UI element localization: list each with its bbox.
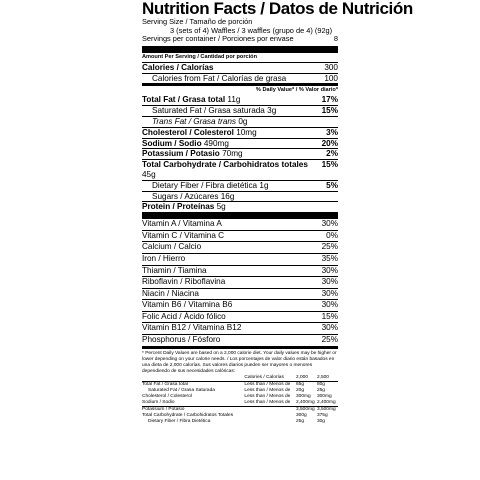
nutrient-label (142, 95, 240, 105)
nutrient-row (142, 159, 338, 180)
nutrient-label (142, 181, 269, 191)
vitamin-label: Riboflavin / Riboflavina (142, 277, 226, 287)
header-calories: Calories / Calorías (244, 375, 296, 382)
nutrient-row (142, 201, 338, 212)
daily-values-cell: 30g (316, 419, 325, 425)
panel-title: Nutrition Facts / Datos de Nutrición (142, 0, 413, 18)
header-2500: 2,500 (317, 375, 338, 382)
nutrient-row (142, 116, 338, 127)
vitamin-daily-value: 35% (321, 253, 338, 263)
vitamin-row (142, 230, 338, 242)
footnote: * Percent Daily Values are based on a 2,000 calorie diet. Your daily values may be higher or lower depending on your calorie needs. / Los porcentajes de valor diario están basados en una dieta de 2,000 calorías. Sus valores diarios pueden ser mayores o menores dependiendo de sus necesidades calóricas: (142, 350, 337, 374)
nutrient-amount: 70mg (222, 149, 243, 159)
vitamin-daily-value: 30% (321, 219, 338, 229)
vitamin-label: Thiamin / Tiamina (142, 265, 207, 275)
nutrient-daily-value: 20% (321, 138, 338, 148)
daily-values-cell: 3,500mg (317, 407, 338, 414)
vitamin-row (142, 276, 338, 288)
vitamin-daily-value: 0% (326, 230, 338, 240)
daily-values-cell: Total Carbohydrate / Carbohidratos Totales (142, 413, 234, 419)
vitamin-daily-value: 30% (321, 323, 338, 333)
daily-values-cell: Potassium / Potasio (142, 407, 244, 414)
calories-fat-label: Calories from Fat / Calorías de grasa (152, 73, 287, 83)
nutrient-label (142, 160, 322, 180)
daily-values-cell: 2,400mg (295, 400, 315, 406)
nutrient-row (142, 191, 338, 202)
amount-per-serving: Amount Per Serving / Cantidad por porción (142, 53, 257, 60)
vitamin-row (142, 288, 338, 300)
vitamin-label: Iron / Hierro (142, 253, 186, 263)
vitamin-daily-value: 30% (321, 277, 338, 287)
nutrient-row (142, 180, 338, 191)
nutrient-label (142, 139, 229, 149)
nutrient-row (142, 148, 338, 159)
vitamin-row (142, 322, 338, 334)
vitamin-daily-value: 25% (321, 242, 338, 252)
nutrient-amount: 10mg (236, 127, 257, 137)
nutrient-name: Saturated Fat / Grasa saturada (152, 106, 265, 116)
nutrient-name: Dietary Fiber / Fibra dietética (152, 180, 258, 190)
calories-row (142, 62, 338, 73)
nutrient-amount: 1g (259, 180, 269, 190)
nutrient-daily-value: 2% (326, 149, 338, 159)
divider-thick (142, 212, 338, 219)
daily-values-cell: Less than / Menos de (244, 394, 291, 400)
vitamin-row (142, 299, 338, 311)
vitamin-daily-value: 25% (321, 335, 338, 345)
vitamin-daily-value: 30% (321, 265, 338, 275)
nutrient-amount: 16g (220, 191, 235, 201)
nutrient-row (142, 127, 338, 138)
calories-label: Calories / Calorías (142, 62, 214, 72)
vitamin-daily-value: 15% (321, 311, 338, 321)
nutrient-daily-value: 15% (321, 106, 338, 116)
vitamin-row (142, 334, 338, 346)
nutrition-facts-panel (142, 0, 413, 478)
vitamin-list (142, 219, 338, 346)
nutrient-amount: 5g (216, 202, 226, 212)
vitamin-label: Phosphorus / Fósforo (142, 335, 221, 345)
daily-values-cell (244, 419, 296, 425)
nutrient-daily-value: 3% (326, 127, 338, 137)
vitamin-label: Vitamin A / Vitamina A (142, 219, 222, 229)
vitamin-row (142, 219, 338, 230)
vitamin-label: Vitamin C / Vitamina C (142, 230, 225, 240)
daily-values-cell: 375g (316, 413, 328, 419)
nutrient-amount: 490mg (203, 138, 229, 148)
nutrient-row (142, 138, 338, 149)
serving-size-label: Serving Size / Tamaño de porción (142, 17, 253, 26)
daily-values-cell: Total Fat / Grasa total (142, 382, 188, 388)
nutrient-row (142, 105, 338, 116)
daily-values-cell: 20g (295, 388, 304, 394)
nutrient-label (142, 202, 226, 212)
nutrient-label (142, 192, 234, 202)
nutrient-amount: 0g (238, 116, 248, 126)
daily-values-cell: 300g (295, 413, 307, 419)
nutrient-name: Sodium / Sodio (142, 138, 202, 148)
daily-value-header: % Daily Value* / % Valor diario* (255, 87, 338, 94)
servings-per-container-label: Servings per container / Porciones por envase (142, 34, 294, 44)
header-2000: 2,000 (296, 375, 317, 382)
daily-values-cell: 80g (316, 382, 325, 388)
nutrient-list (142, 95, 338, 212)
daily-values-body (142, 382, 338, 426)
daily-values-cell: 25g (316, 388, 325, 394)
vitamin-row (142, 253, 338, 265)
daily-values-cell: Saturated Fat / Grasa Saturada (148, 388, 215, 394)
nutrient-label (142, 128, 257, 138)
nutrient-name: Protein / Proteínas (142, 202, 215, 212)
nutrient-amount: 11g (227, 95, 241, 105)
vitamin-label: Folic Acid / Ácido fólico (142, 311, 226, 321)
daily-values-cell: 25g (295, 419, 304, 425)
daily-values-cell: Less than / Menos de (244, 400, 291, 406)
calories-fat-value: 100 (324, 73, 338, 83)
daily-values-cell: Dietary Fiber / Fibra Dietética (148, 419, 211, 425)
nutrient-label (142, 117, 247, 127)
daily-values-row (142, 419, 338, 425)
nutrient-name: Sugars / Azúcares (152, 191, 219, 201)
calories-value: 300 (324, 62, 338, 72)
vitamin-daily-value: 30% (321, 288, 338, 298)
daily-values-cell: Sodium / Sodio (142, 400, 175, 406)
daily-values-cell: Less than / Menos de (244, 382, 291, 388)
nutrient-name: Total Carbohydrate / Carbohidratos totales (142, 160, 308, 170)
vitamin-row (142, 265, 338, 277)
serving-size-value: 3 (sets of 4) Waffles / 3 waffles (grupo de 4) (92g) (170, 25, 333, 35)
nutrient-name: Trans Fat / Grasa trans (152, 116, 237, 126)
nutrient-name: Potassium / Potasio (142, 149, 220, 159)
daily-values-cell: 300mg (295, 394, 311, 400)
nutrient-label (142, 149, 243, 159)
vitamin-label: Niacin / Niacina (142, 288, 199, 298)
daily-values-cell: 65g (295, 382, 304, 388)
divider-medium (142, 346, 338, 349)
divider-thick (142, 46, 338, 53)
serving-info (142, 18, 338, 44)
nutrient-name: Total Fat / Grasa total (142, 95, 226, 105)
vitamin-row (142, 311, 338, 323)
vitamin-row (142, 241, 338, 253)
daily-values-cell: 3,500mg (296, 407, 317, 414)
nutrient-daily-value: 5% (326, 180, 338, 190)
nutrient-name: Cholesterol / Colesterol (142, 127, 234, 137)
nutrient-daily-value: 15% (321, 160, 338, 170)
calories-fat-row (142, 73, 338, 84)
daily-values-cell: Cholesterol / Colesterol (142, 394, 192, 400)
vitamin-label: Vitamin B12 / Vitamina B12 (142, 323, 242, 333)
vitamin-label: Vitamin B6 / Vitamina B6 (142, 300, 233, 310)
daily-values-cell: Less than / Menos de (244, 388, 291, 394)
nutrient-label (142, 106, 276, 116)
daily-values-cell: 2,400mg (316, 400, 336, 406)
vitamin-label: Calcium / Calcio (142, 242, 202, 252)
nutrient-row (142, 95, 338, 105)
nutrient-amount: 3g (267, 106, 277, 116)
daily-values-table (142, 375, 338, 425)
servings-per-container (142, 35, 338, 44)
daily-values-cell: 300mg (316, 394, 332, 400)
servings-per-container-value: 8 (333, 34, 338, 44)
nutrient-amount: 45g (142, 169, 156, 179)
vitamin-daily-value: 30% (321, 300, 338, 310)
nutrient-daily-value: 17% (321, 95, 338, 105)
